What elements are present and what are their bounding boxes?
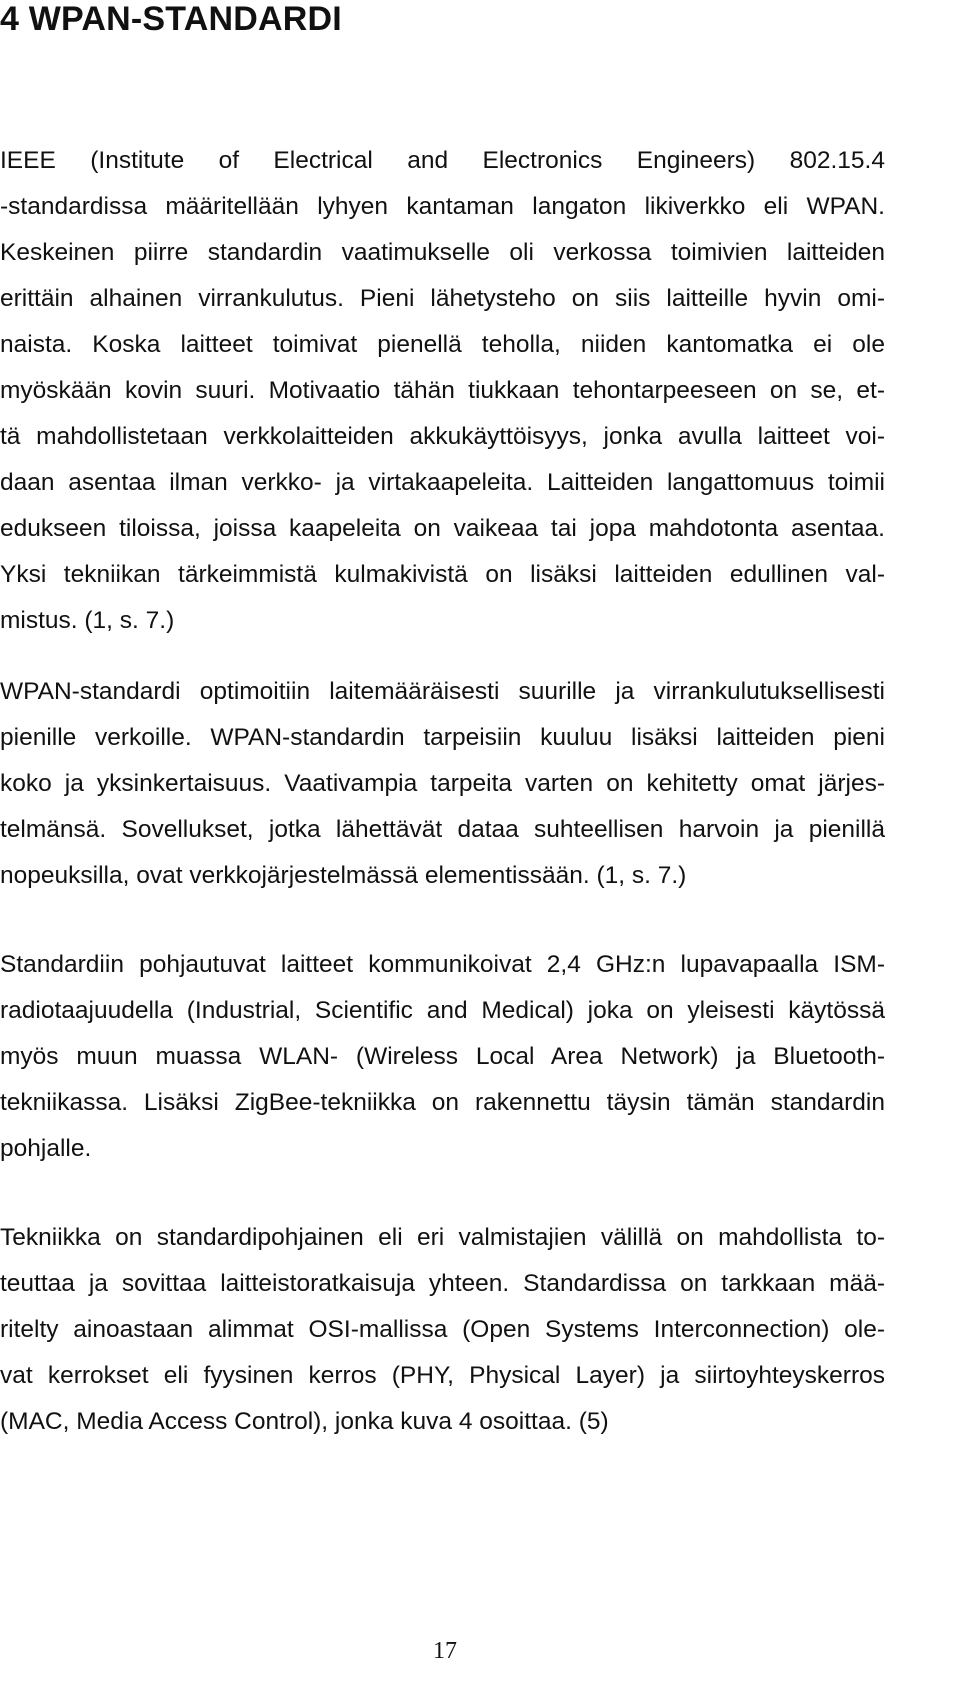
paragraph-line: WPAN-standardi optimoitiin laitemääräisesti suurille ja virrankulutuksellisesti — [0, 678, 885, 705]
paragraph-line: tekniikassa. Lisäksi ZigBee-tekniikka on rakennettu täysin tämän standardin — [0, 1089, 885, 1116]
paragraph-line: pohjalle. — [0, 1135, 92, 1162]
paragraph-2 — [0, 669, 885, 899]
paragraph-line: koko ja yksinkertaisuus. Vaativampia tarpeita varten on kehitetty omat järjes- — [0, 770, 885, 797]
paragraph-line: teuttaa ja sovittaa laitteistoratkaisuja yhteen. Standardissa on tarkkaan mää- — [0, 1270, 885, 1297]
paragraph-line: -standardissa määritellään lyhyen kantaman langaton likiverkko eli WPAN. — [0, 193, 885, 220]
paragraph-line: tä mahdollistetaan verkkolaitteiden akkukäyttöisyys, jonka avulla laitteet voi- — [0, 423, 885, 450]
page-number: 17 — [433, 1638, 457, 1664]
paragraph-line: (MAC, Media Access Control), jonka kuva 4 osoittaa. (5) — [0, 1408, 609, 1435]
paragraph-line: IEEE (Institute of Electrical and Electronics Engineers) 802.15.4 — [0, 147, 885, 174]
paragraph-1 — [0, 138, 885, 644]
paragraph-line: mistus. (1, s. 7.) — [0, 607, 175, 634]
paragraph-3 — [0, 942, 885, 1172]
paragraph-line: nopeuksilla, ovat verkkojärjestelmässä elementissään. (1, s. 7.) — [0, 862, 687, 889]
paragraph-line: ritelty ainoastaan alimmat OSI-mallissa (Open Systems Interconnection) ole- — [0, 1316, 885, 1343]
paragraph-line: myös muun muassa WLAN- (Wireless Local Area Network) ja Bluetooth- — [0, 1043, 885, 1070]
paragraph-line: vat kerrokset eli fyysinen kerros (PHY, Physical Layer) ja siirtoyhteyskerros — [0, 1362, 885, 1389]
paragraph-line: myöskään kovin suuri. Motivaatio tähän tiukkaan tehontarpeeseen on se, et- — [0, 377, 885, 404]
paragraph-line: erittäin alhainen virrankulutus. Pieni lähetysteho on siis laitteille hyvin omi- — [0, 285, 885, 312]
paragraph-line: daan asentaa ilman verkko- ja virtakaapeleita. Laitteiden langattomuus toimii — [0, 469, 885, 496]
paragraph-4 — [0, 1215, 885, 1445]
paragraph-line: naista. Koska laitteet toimivat pienellä teholla, niiden kantomatka ei ole — [0, 331, 885, 358]
paragraph-line: Yksi tekniikan tärkeimmistä kulmakivistä on lisäksi laitteiden edullinen val- — [0, 561, 885, 588]
paragraph-line: Tekniikka on standardipohjainen eli eri valmistajien välillä on mahdollista to- — [0, 1224, 885, 1251]
paragraph-line: edukseen tiloissa, joissa kaapeleita on vaikeaa tai jopa mahdotonta asentaa. — [0, 515, 885, 542]
paragraph-line: telmänsä. Sovellukset, jotka lähettävät dataa suhteellisen harvoin ja pienillä — [0, 816, 885, 843]
paragraph-line: Standardiin pohjautuvat laitteet kommunikoivat 2,4 GHz:n lupavapaalla ISM- — [0, 951, 885, 978]
paragraph-line: Keskeinen piirre standardin vaatimukselle oli verkossa toimivien laitteiden — [0, 239, 885, 266]
page-heading: 4 WPAN-STANDARDI — [0, 0, 342, 38]
paragraph-line: radiotaajuudella (Industrial, Scientific and Medical) joka on yleisesti käytössä — [0, 997, 885, 1024]
paragraph-line: pienille verkoille. WPAN-standardin tarpeisiin kuuluu lisäksi laitteiden pieni — [0, 724, 885, 751]
